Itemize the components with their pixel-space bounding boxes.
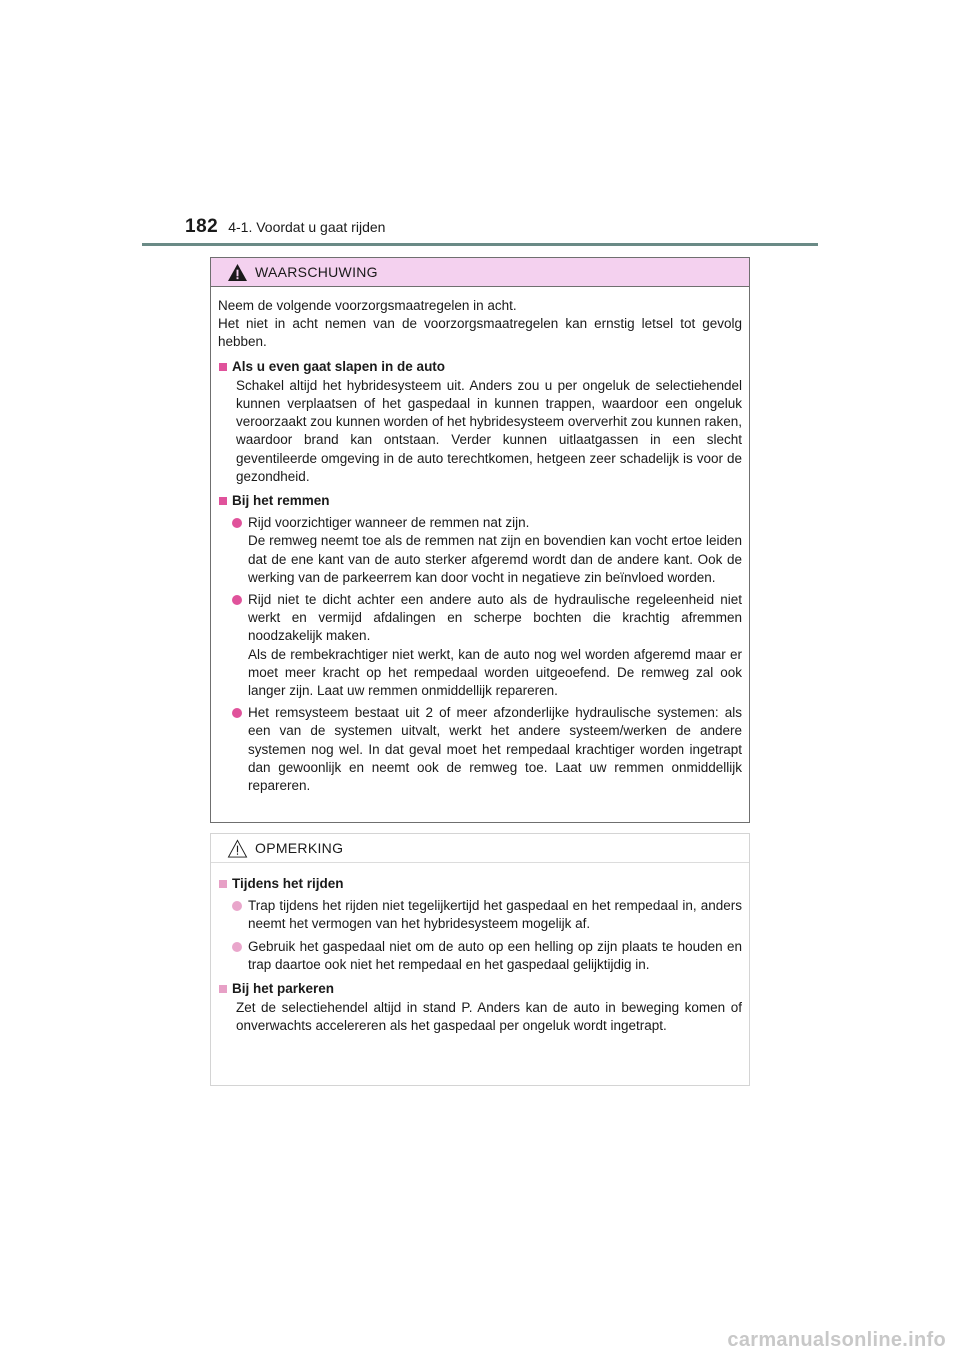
bullet-line: Het remsysteem bestaat uit 2 of meer afzonderlijke hydraulische systemen: als een van de systemen uitvalt, werkt het andere systeem/werken de andere systemen nog wel. In dat geval moet het rempedaal krachtiger worden ingetrapt dan gewoonlijk en neemt ook de remweg toe. Laat uw remmen onmiddellijk repareren. (248, 705, 742, 794)
bullet-dot-icon (232, 595, 242, 605)
warning-title: WAARSCHUWING (255, 264, 378, 280)
section-square-icon (219, 363, 227, 371)
list-item (232, 704, 742, 795)
page-number: 182 (185, 216, 219, 237)
note-section-driving (218, 875, 742, 974)
list-item (232, 938, 742, 974)
note-body (211, 863, 749, 1036)
caution-triangle-icon (227, 839, 248, 858)
bullet-dot-icon (232, 901, 242, 911)
warning-intro-2: Het niet in acht nemen van de voorzorgsmaatregelen kan ernstig letsel tot gevolg hebben. (218, 316, 742, 350)
bullet-line: Trap tijdens het rijden niet tegelijkertijd het gaspedaal en het rempedaal in, anders neemt het vermogen van het hybridesysteem mogelijk af. (248, 898, 742, 932)
bullet-dot-icon (232, 518, 242, 528)
section-text: Schakel altijd het hybridesysteem uit. Anders zou u per ongeluk de selectiehendel kunnen verplaatsen of het gaspedaal in kunnen trappen, waardoor een ongeluk veroorzaakt zou kunnen worden of het hybridesysteem oververhit zou kunnen raken, waardoor brand kan ontstaan. Verder kunnen uitlaatgassen in een slecht geventileerde omgeving in de auto terechtkomen, hetgeen zeer schadelijk is voor de gezondheid. (236, 377, 742, 484)
watermark: carmanualsonline.info (727, 1329, 946, 1351)
list-item (232, 514, 742, 587)
page-header (185, 216, 385, 238)
section-heading: Bij het parkeren (232, 981, 335, 997)
warning-section-braking (218, 492, 742, 795)
section-heading: Tijdens het rijden (232, 876, 344, 891)
note-title: OPMERKING (255, 840, 344, 856)
warning-header (211, 258, 749, 287)
bullet-line: Gebruik het gaspedaal niet om de auto op een helling op zijn plaats te houden en trap daartoe ook niet het rempedaal en het gaspedaal gelijktijdig in. (248, 938, 742, 972)
bullet-line: De remweg neemt toe als de remmen nat zijn en bovendien kan vocht ertoe leiden dat de ene kant van de auto sterker afgeremd wordt dan de andere kant. Ook de werking van de parkeerrem kan door vocht in negatieve zin beïnvloed worden. (248, 533, 742, 585)
bullet-line: Rijd voorzichtiger wanneer de remmen nat zijn. (248, 515, 530, 531)
note-section-parking (218, 980, 742, 1036)
section-title: 4-1. Voordat u gaat rijden (228, 219, 386, 235)
bullet-dot-icon (232, 942, 242, 952)
list-item (232, 591, 742, 700)
section-square-icon (219, 880, 227, 888)
warning-intro-1: Neem de volgende voorzorgsmaatregelen in acht. (218, 298, 517, 313)
section-square-icon (219, 497, 227, 505)
section-heading: Als u even gaat slapen in de auto (232, 358, 446, 374)
section-square-icon (219, 985, 227, 993)
list-item (232, 897, 742, 933)
header-rule (142, 243, 818, 246)
warning-triangle-icon (227, 263, 248, 282)
bullet-line: Als de rembekrachtiger niet werkt, kan de auto nog wel worden afgeremd maar er moet meer kracht op het rempedaal worden uitgeoefend. De remweg zal ook langer zijn. Laat uw remmen onmiddellijk repareren. (248, 646, 742, 699)
note-box (210, 833, 750, 1086)
section-heading: Bij het remmen (232, 493, 330, 509)
section-text: Zet de selectiehendel altijd in stand P. Anders kan de auto in beweging komen of onverwachts accelereren als het gaspedaal per ongeluk wordt ingetrapt. (236, 1000, 742, 1034)
warning-box (210, 257, 750, 823)
warning-body (211, 287, 749, 795)
bullet-dot-icon (232, 708, 242, 718)
note-header (211, 834, 749, 863)
bullet-line: Rijd niet te dicht achter een andere auto als de hydraulische regeleenheid niet werkt en vermijd afdalingen en scherpe bochten die krachtig afremmen noodzakelijk maken. (248, 592, 742, 644)
warning-section-sleep (218, 358, 742, 486)
